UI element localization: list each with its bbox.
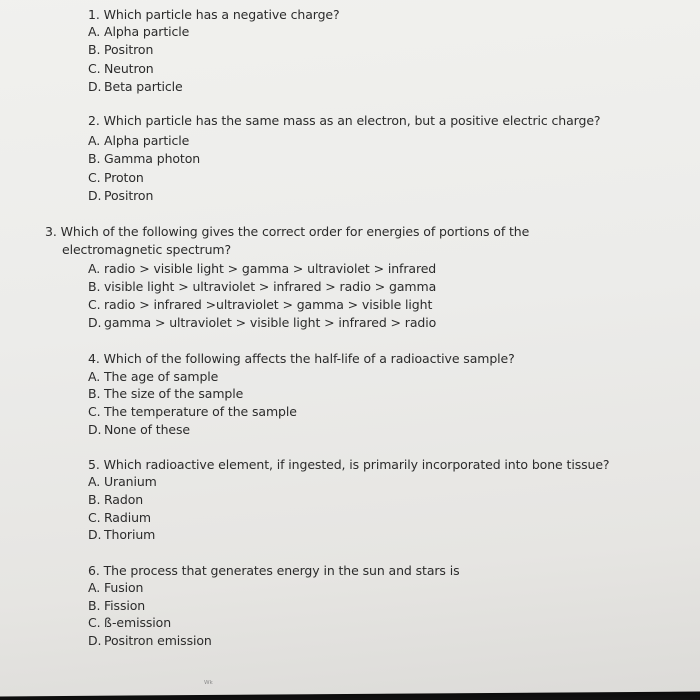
- question-number: 6.: [88, 563, 100, 578]
- option-text: Fission: [104, 598, 146, 613]
- option-letter: B.: [88, 151, 101, 166]
- q5-option-c: [88, 509, 151, 527]
- stray-pencil-mark: ᵂᵏ: [204, 680, 214, 690]
- q5-option-b: [88, 491, 143, 509]
- option-letter: C.: [88, 297, 101, 312]
- option-letter: B.: [88, 42, 101, 57]
- option-text: Neutron: [104, 61, 154, 76]
- question-text: Which of the following affects the half-life of a radioactive sample?: [103, 351, 515, 366]
- q1-option-c: [88, 60, 154, 78]
- option-text: Thorium: [104, 527, 156, 542]
- question-number: 1.: [88, 7, 100, 22]
- question-2: [88, 112, 600, 130]
- q5-option-a: [88, 473, 157, 491]
- option-text: Alpha particle: [104, 133, 190, 148]
- option-letter: D.: [88, 527, 102, 542]
- q6-option-c: [88, 614, 171, 632]
- option-text: Fusion: [104, 580, 144, 595]
- option-text: radio > infrared >ultraviolet > gamma > visible light: [104, 297, 433, 312]
- q2-option-c: [88, 169, 144, 187]
- option-text: Positron: [104, 42, 154, 57]
- option-letter: D.: [88, 422, 102, 437]
- option-letter: C.: [88, 404, 101, 419]
- option-letter: C.: [88, 615, 101, 630]
- question-text: The process that generates energy in the sun and stars is: [103, 563, 460, 578]
- question-text: Which particle has the same mass as an electron, but a positive electric charge?: [103, 113, 601, 128]
- option-text: The age of sample: [104, 369, 219, 384]
- option-text: None of these: [104, 422, 191, 437]
- option-text: The temperature of the sample: [104, 404, 297, 419]
- option-text: The size of the sample: [104, 386, 244, 401]
- option-letter: D.: [88, 633, 102, 648]
- question-6: [88, 562, 460, 580]
- option-letter: A.: [88, 369, 101, 384]
- q2-option-a: [88, 132, 189, 150]
- q2-option-b: [88, 150, 200, 168]
- option-letter: B.: [88, 279, 101, 294]
- option-text: visible light > ultraviolet > infrared > radio > gamma: [104, 279, 437, 294]
- option-text: Alpha particle: [104, 24, 190, 39]
- option-letter: A.: [88, 133, 101, 148]
- option-text: radio > visible light > gamma > ultraviolet > infrared: [104, 261, 437, 276]
- q4-option-d: [88, 421, 190, 439]
- question-3-continued: [62, 241, 231, 259]
- option-text: gamma > ultraviolet > visible light > infrared > radio: [104, 315, 437, 330]
- option-letter: D.: [88, 188, 102, 203]
- q1-option-a: [88, 23, 189, 41]
- option-letter: A.: [88, 261, 101, 276]
- q3-option-b: [88, 278, 436, 296]
- option-text: Positron: [104, 188, 154, 203]
- q3-option-a: [88, 260, 436, 278]
- q3-option-d: [88, 314, 436, 332]
- option-letter: B.: [88, 598, 101, 613]
- option-text: Beta particle: [104, 79, 183, 94]
- option-text: ß-emission: [104, 615, 172, 630]
- question-1: [88, 6, 340, 24]
- q4-option-a: [88, 368, 218, 386]
- q6-option-a: [88, 579, 143, 597]
- question-number: 3.: [45, 224, 57, 239]
- option-letter: A.: [88, 474, 101, 489]
- question-text: electromagnetic spectrum?: [62, 242, 232, 257]
- question-text: Which radioactive element, if ingested, is primarily incorporated into bone tissue?: [103, 457, 610, 472]
- option-text: Radium: [104, 510, 151, 525]
- question-number: 2.: [88, 113, 100, 128]
- option-letter: C.: [88, 510, 101, 525]
- q4-option-c: [88, 403, 297, 421]
- option-letter: B.: [88, 386, 101, 401]
- question-5: [88, 456, 609, 474]
- q1-option-d: [88, 78, 183, 96]
- q4-option-b: [88, 385, 243, 403]
- option-letter: C.: [88, 170, 101, 185]
- option-letter: A.: [88, 580, 101, 595]
- option-letter: D.: [88, 79, 102, 94]
- option-text: Proton: [104, 170, 144, 185]
- option-text: Gamma photon: [104, 151, 201, 166]
- option-letter: A.: [88, 24, 101, 39]
- q2-option-d: [88, 187, 153, 205]
- option-text: Radon: [104, 492, 144, 507]
- q6-option-d: [88, 632, 212, 650]
- q6-option-b: [88, 597, 145, 615]
- option-text: Uranium: [104, 474, 157, 489]
- question-text: Which of the following gives the correct order for energies of portions of the: [60, 224, 530, 239]
- question-number: 5.: [88, 457, 100, 472]
- option-letter: D.: [88, 315, 102, 330]
- question-number: 4.: [88, 351, 100, 366]
- q1-option-b: [88, 41, 153, 59]
- q5-option-d: [88, 526, 155, 544]
- option-letter: C.: [88, 61, 101, 76]
- q3-option-c: [88, 296, 432, 314]
- option-text: Positron emission: [104, 633, 212, 648]
- question-3: [45, 223, 529, 241]
- question-text: Which particle has a negative charge?: [103, 7, 340, 22]
- question-4: [88, 350, 515, 368]
- option-letter: B.: [88, 492, 101, 507]
